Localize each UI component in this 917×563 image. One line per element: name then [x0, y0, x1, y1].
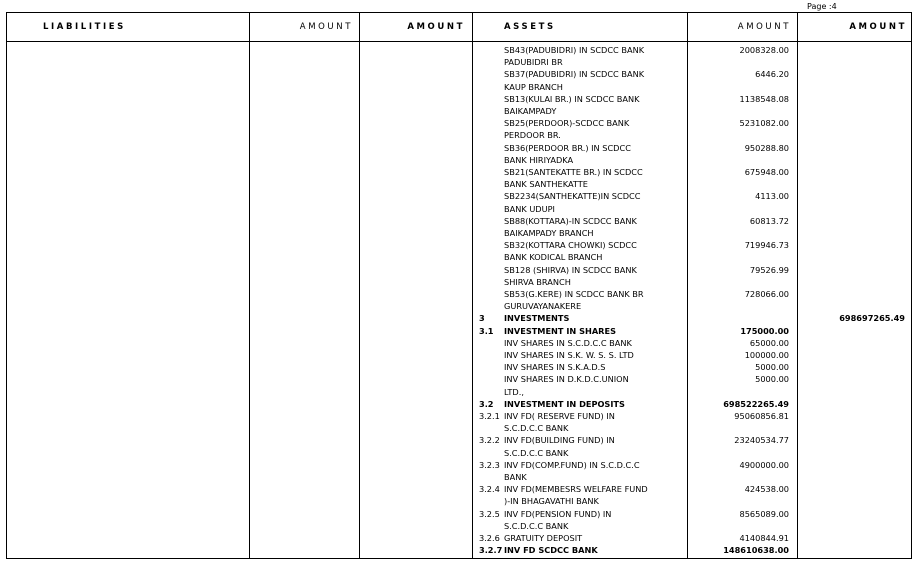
table-row: [7, 142, 911, 154]
row-amount: 6446.20: [755, 69, 789, 80]
row-amount: 5000.00: [755, 374, 789, 385]
row-code: 3.2.7: [479, 545, 503, 556]
table-row: [7, 386, 911, 398]
row-amount: 148610638.00: [723, 545, 789, 556]
row-amount: 728066.00: [744, 289, 789, 299]
table-row: [7, 422, 911, 434]
table-row: [7, 227, 911, 239]
row-description: INV FD SCDCC BANK: [504, 545, 598, 556]
liabilities-amount-header: AMOUNT: [299, 22, 353, 32]
row-amount: 5231082.00: [739, 118, 789, 129]
row-code: 3.2.3: [479, 459, 500, 470]
row-description: INV FD(PENSION FUND) IN: [504, 508, 612, 519]
table-row: [7, 398, 911, 410]
row-description: SB43(PADUBIDRI) IN SCDCC BANK: [504, 45, 645, 55]
row-code: 3.2: [479, 398, 494, 409]
row-description: PERDOOR BR.: [504, 130, 561, 141]
table-row: [7, 178, 911, 190]
row-description: PADUBIDRI BR: [504, 57, 563, 68]
row-description: INV SHARES IN D.K.D.C.UNION: [504, 374, 629, 385]
liabilities-header: LIABILITIES: [43, 22, 126, 32]
table-row: [7, 239, 911, 251]
table-row: [7, 215, 911, 227]
table-row: [7, 190, 911, 202]
row-description: SB21(SANTEKATTE BR.) IN SCDCC: [504, 167, 643, 177]
row-description: BANK UDUPI: [504, 203, 555, 214]
balance-sheet-table: [6, 12, 912, 559]
table-row: [7, 251, 911, 263]
row-description: SHIRVA BRANCH: [504, 276, 571, 287]
row-description: SB128 (SHIRVA) IN SCDCC BANK: [504, 264, 637, 275]
row-code: 3.2.6: [479, 533, 500, 543]
row-description: SB88(KOTTARA)-IN SCDCC BANK: [504, 215, 637, 226]
row-description: INV SHARES IN S.K.A.D.S: [504, 362, 606, 373]
row-description: INVESTMENT IN DEPOSITS: [504, 398, 625, 409]
row-total: 698697265.49: [839, 313, 905, 324]
table-row: [7, 325, 911, 337]
row-amount: 950288.80: [744, 142, 789, 153]
table-row: [7, 471, 911, 483]
table-row: [7, 154, 911, 166]
table-row: [7, 93, 911, 105]
row-amount: 79526.99: [749, 264, 789, 275]
row-description: SB37(PADUBIDRI) IN SCDCC BANK: [504, 69, 645, 80]
table-row: [7, 288, 911, 300]
table-row: [7, 276, 911, 288]
table-row: [7, 117, 911, 129]
assets-header: ASSETS: [504, 22, 556, 32]
row-description: INV SHARES IN S.K. W. S. S. LTD: [504, 350, 634, 360]
row-amount: 424538.00: [744, 484, 789, 495]
row-description: BANK KODICAL BRANCH: [504, 252, 603, 263]
row-description: S.C.D.C.C BANK: [504, 423, 569, 434]
row-amount: 698522265.49: [723, 398, 789, 409]
table-row: [7, 312, 911, 324]
row-amount: 1138548.08: [739, 93, 789, 104]
table-row: [7, 410, 911, 422]
table-row: [7, 508, 911, 520]
page-number: Page :4: [807, 2, 837, 11]
table-row: [7, 44, 911, 56]
row-amount: 100000.00: [744, 350, 789, 360]
row-description: SB32(KOTTARA CHOWKI) SCDCC: [504, 240, 637, 251]
row-description: SB36(PERDOOR BR.) IN SCDCC: [504, 142, 631, 153]
row-amount: 5000.00: [755, 362, 789, 373]
table-row: [7, 532, 911, 544]
assets-total-header: AMOUNT: [849, 22, 907, 32]
row-amount: 4900000.00: [739, 459, 789, 470]
table-row: [7, 373, 911, 385]
row-description: GURUVAYANAKERE: [504, 301, 582, 312]
table-row: [7, 520, 911, 532]
row-description: INV FD( RESERVE FUND) IN: [504, 411, 615, 421]
row-amount: 2008328.00: [739, 45, 789, 55]
table-row: [7, 447, 911, 459]
row-description: SB2234(SANTHEKATTE)IN SCDCC: [504, 191, 641, 202]
row-description: BAIKAMPADY: [504, 106, 557, 116]
row-description: LTD.,: [504, 386, 524, 397]
table-row: [7, 434, 911, 446]
row-amount: 675948.00: [744, 167, 789, 177]
row-amount: 60813.72: [749, 215, 789, 226]
liabilities-total-header: AMOUNT: [407, 22, 465, 32]
table-row: [7, 337, 911, 349]
table-row: [7, 495, 911, 507]
row-amount: 4140844.91: [739, 533, 789, 543]
row-description: INV FD(BUILDING FUND) IN: [504, 435, 615, 446]
table-row: [7, 264, 911, 276]
table-row: [7, 483, 911, 495]
row-code: 3.2.5: [479, 508, 500, 519]
table-row: [7, 56, 911, 68]
row-code: 3.2.1: [479, 411, 500, 421]
row-amount: 719946.73: [744, 240, 789, 251]
table-row: [7, 129, 911, 141]
row-description: SB13(KULAI BR.) IN SCDCC BANK: [504, 93, 640, 104]
table-header: [7, 13, 911, 42]
row-description: BANK: [504, 472, 527, 482]
row-description: S.C.D.C.C BANK: [504, 447, 569, 458]
row-amount: 175000.00: [740, 325, 789, 336]
row-description: INVESTMENT IN SHARES: [504, 325, 616, 336]
row-description: GRATUITY DEPOSIT: [504, 533, 583, 543]
row-code: 3: [479, 313, 485, 324]
table-row: [7, 349, 911, 361]
table-row: [7, 166, 911, 178]
row-description: INVESTMENTS: [504, 313, 570, 324]
row-amount: 8565089.00: [739, 508, 789, 519]
row-amount: 65000.00: [749, 337, 789, 348]
table-row: [7, 300, 911, 312]
table-row: [7, 459, 911, 471]
table-row: [7, 68, 911, 80]
row-code: 3.1: [479, 325, 494, 336]
row-description: KAUP BRANCH: [504, 81, 563, 92]
row-description: S.C.D.C.C BANK: [504, 520, 569, 531]
row-description: INV FD(MEMBESRS WELFARE FUND: [504, 484, 648, 495]
row-description: )-IN BHAGAVATHI BANK: [504, 496, 599, 507]
table-row: [7, 544, 911, 556]
row-amount: 23240534.77: [734, 435, 789, 446]
table-row: [7, 203, 911, 215]
table-row: [7, 105, 911, 117]
row-description: BAIKAMPADY BRANCH: [504, 228, 594, 238]
row-amount: 95060856.81: [734, 411, 789, 421]
row-description: INV FD(COMP.FUND) IN S.C.D.C.C: [504, 459, 640, 470]
row-description: BANK SANTHEKATTE: [504, 179, 588, 190]
row-description: BANK HIRIYADKA: [504, 154, 574, 165]
row-description: INV SHARES IN S.C.D.C.C BANK: [504, 337, 632, 348]
row-code: 3.2.2: [479, 435, 500, 446]
table-row: [7, 361, 911, 373]
row-amount: 4113.00: [755, 191, 789, 202]
assets-amount-header: AMOUNT: [737, 22, 791, 32]
row-code: 3.2.4: [479, 484, 500, 495]
table-row: [7, 81, 911, 93]
row-description: SB25(PERDOOR)-SCDCC BANK: [504, 118, 630, 129]
row-description: SB53(G.KERE) IN SCDCC BANK BR: [504, 289, 644, 299]
